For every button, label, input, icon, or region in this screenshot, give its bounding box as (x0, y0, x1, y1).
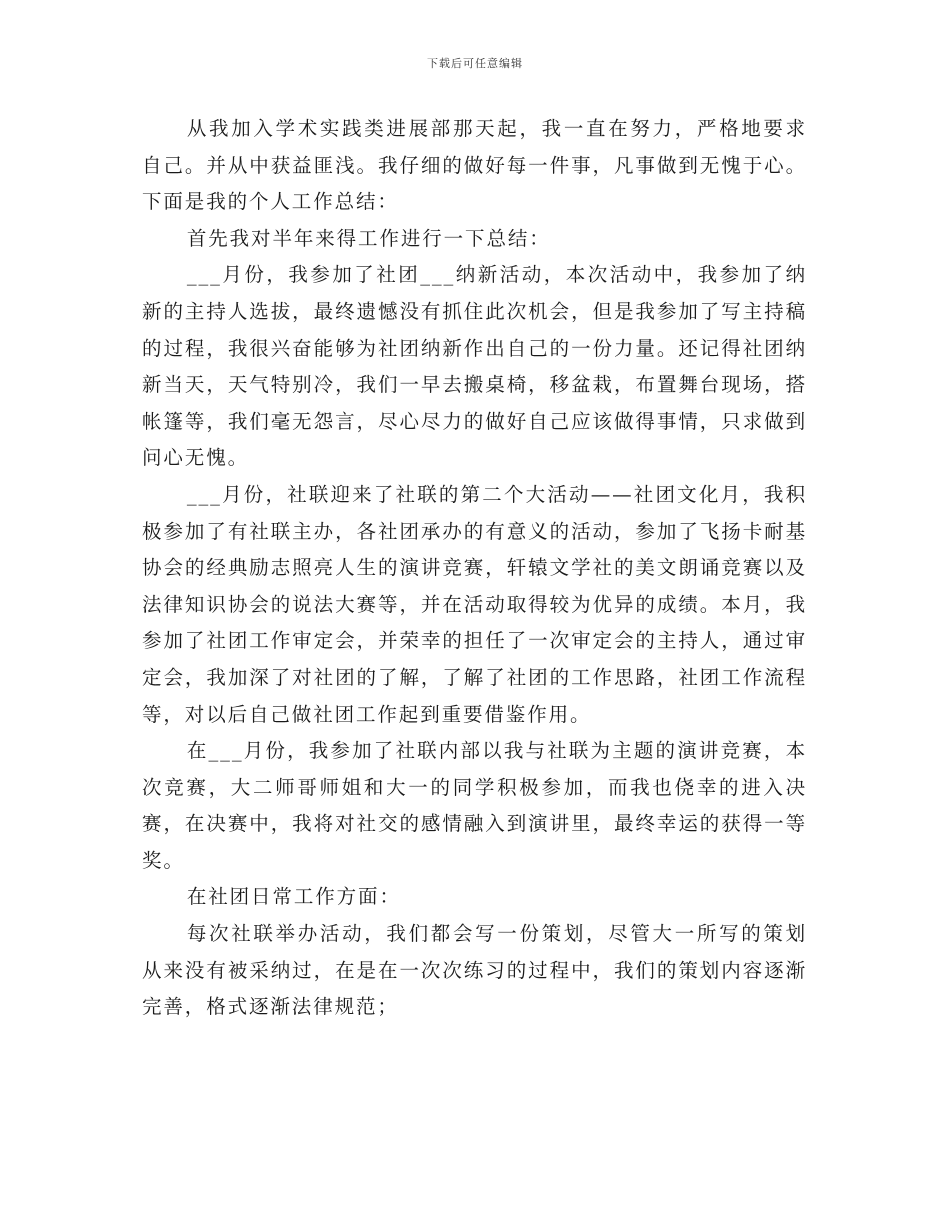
paragraph-planning: 每次社联举办活动，我们都会写一份策划，尽管大一所写的策划从来没有被采纳过，在是在一次次练习的过程中，我们的策划内容逐渐完善，格式逐渐法律规范； (142, 922, 807, 1019)
page-header: 下载后可任意编辑 (427, 57, 523, 70)
paragraph-recruitment: ___月份，我参加了社团___纳新活动，本次活动中，我参加了纳新的主持人选拔，最终遗憾没有抓住此次机会，但是我参加了写主持稿的过程，我很兴奋能够为社团纳新作出自己的一份力量。还记得社团纳新当天，天气特别冷，我们一早去搬桌椅，移盆栽，布置舞台现场，搭帐篷等，我们毫无怨言，尽心尽力的做好自己应该做得事情，只求做到问心无愧。 (142, 263, 807, 470)
paragraph-culture-month: ___月份，社联迎来了社联的第二个大活动——社团文化月，我积极参加了有社联主办，各社团承办的有意义的活动，参加了飞扬卡耐基协会的经典励志照亮人生的演讲竞赛，轩辕文学社的美文朗诵竞赛以及法律知识协会的说法大赛等，并在活动取得较为优异的成绩。本月，我参加了社团工作审定会，并荣幸的担任了一次审定会的主持人，通过审定会，我加深了对社团的了解，了解了社团的工作思路，社团工作流程等，对以后自己做社团工作起到重要借鉴作用。 (142, 482, 807, 726)
paragraph-speech-contest: 在___月份，我参加了社联内部以我与社联为主题的演讲竞赛，本次竞赛，大二师哥师姐和大一的同学积极参加，而我也侥幸的进入决赛，在决赛中，我将对社交的感情融入到演讲里，最终幸运的获得一等奖。 (142, 739, 807, 872)
paragraph-daily-work-heading: 在社团日常工作方面： (186, 885, 401, 909)
paragraph-summary-heading: 首先我对半年来得工作进行一下总结： (186, 226, 551, 250)
paragraph-intro: 从我加入学术实践类进展部那天起，我一直在努力，严格地要求自己。并从中获益匪浅。我仔细的做好每一件事，凡事做到无愧于心。下面是我的个人工作总结： (142, 117, 807, 214)
document-body (142, 111, 807, 1026)
